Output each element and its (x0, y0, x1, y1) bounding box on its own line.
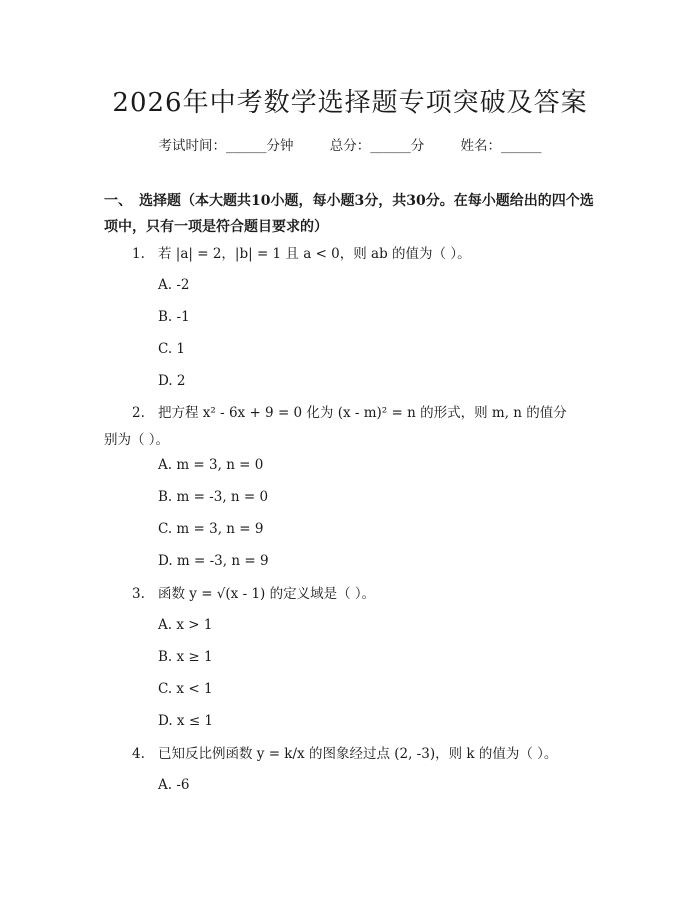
student-name-field: 姓名：______ (460, 138, 542, 154)
question-1-stem (132, 241, 600, 267)
question-2-stem (132, 400, 600, 426)
question-1-option-d: D. 2 (158, 373, 186, 389)
section-heading-line-2: 项中，只有一项是符合题目要求的） (104, 219, 328, 235)
question-text: 函数 y = √(x - 1) 的定义域是（ ）。 (158, 586, 376, 602)
question-2-option-c: C. m = 3, n = 9 (158, 521, 264, 537)
question-text: 把方程 x² - 6x + 9 = 0 化为 (x - m)² = n 的形式，则 m, n 的值分 (158, 405, 567, 421)
question-1-option-b: B. -1 (158, 309, 190, 325)
question-3-option-d: D. x ≤ 1 (158, 713, 214, 729)
question-1-option-a: A. -2 (158, 277, 190, 293)
page-title: 2026年中考数学选择题专项突破及答案 (112, 88, 588, 118)
question-number: 2. (132, 405, 145, 421)
question-4-option-a: A. -6 (158, 777, 190, 793)
question-3-option-b: B. x ≥ 1 (158, 649, 213, 665)
question-2-option-b: B. m = -3, n = 0 (158, 489, 269, 505)
section-heading-line-1: 一、 选择题（本大题共10小题，每小题3分，共30分。在每小题给出的四个选 (104, 193, 594, 209)
question-1-option-c: C. 1 (158, 341, 186, 357)
question-2-option-a: A. m = 3, n = 0 (158, 457, 264, 473)
question-text: 已知反比例函数 y = k/x 的图象经过点 (2, -3)，则 k 的值为（ ）。 (158, 746, 558, 762)
question-4-stem (132, 741, 600, 767)
question-2-stem-continued: 别为（ ）。 (104, 432, 170, 448)
exam-info (0, 134, 700, 154)
question-3-option-a: A. x > 1 (158, 617, 213, 633)
question-number: 4. (132, 746, 145, 762)
total-score-field: 总分：______分 (329, 138, 425, 154)
question-3-option-c: C. x < 1 (158, 681, 213, 697)
section-heading (104, 188, 600, 240)
exam-time-field: 考试时间：______分钟 (158, 138, 294, 154)
question-2-option-d: D. m = -3, n = 9 (158, 553, 269, 569)
question-3-stem (132, 581, 600, 607)
question-number: 1. (132, 246, 145, 262)
question-number: 3. (132, 586, 145, 602)
question-text: 若 |a| = 2，|b| = 1 且 a < 0，则 ab 的值为（ ）。 (158, 246, 471, 262)
